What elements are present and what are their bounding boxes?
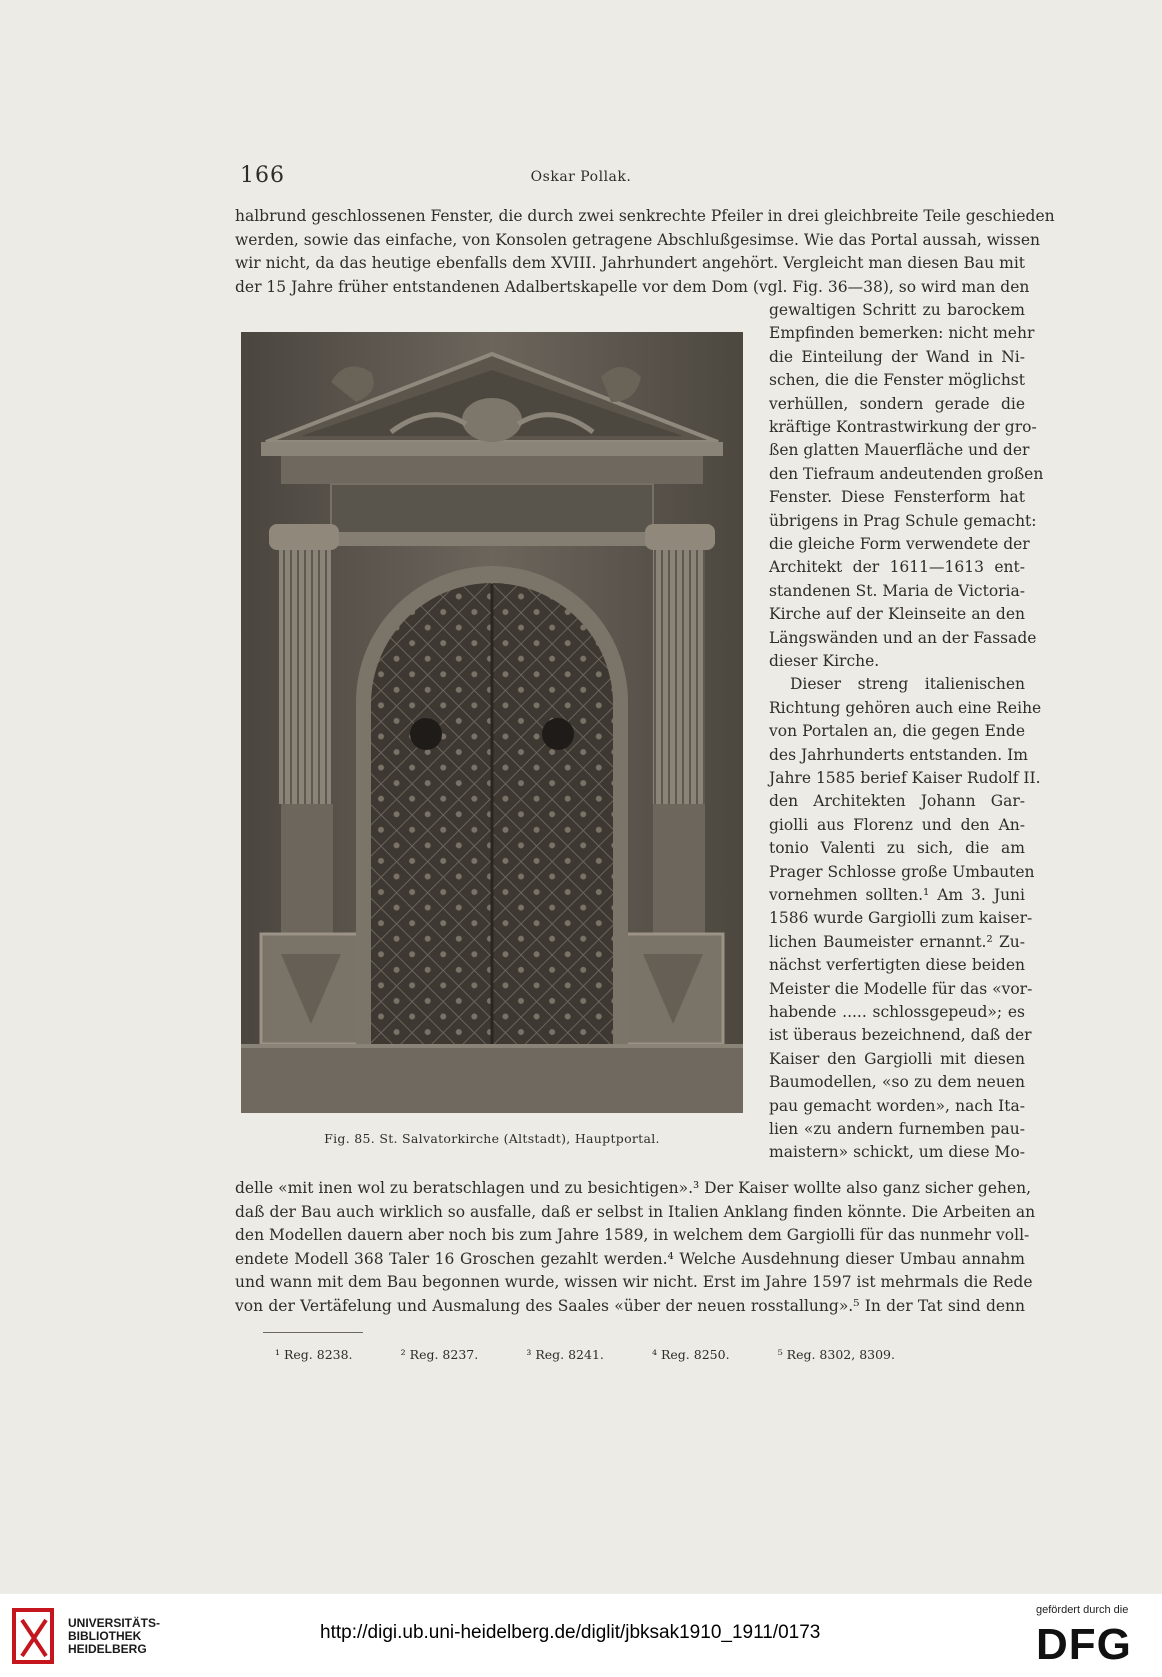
text-line: giolli aus Florenz und den An- [769, 815, 1025, 834]
text-line: daß der Bau auch wirklich so ausfalle, daß er selbst in Italien Anklang finden könnte. Die Arbeiten an [235, 1202, 1036, 1221]
figure-caption: Fig. 85. St. Salvatorkirche (Altstadt), Hauptportal. [324, 1131, 660, 1146]
text-line: Kaiser den Gargiolli mit diesen [769, 1049, 1025, 1068]
text-line: habende ..... schlossgepeud»; es [769, 1003, 1025, 1021]
text-line: vornehmen sollten.¹ Am 3. Juni [769, 886, 1025, 904]
text-line: halbrund geschlossenen Fenster, die durch zwei senkrechte Pfeiler in drei gleichbreite Teile geschieden [235, 207, 1055, 225]
footnote: ⁴ Reg. 8250. [652, 1347, 730, 1362]
text-line: Baumodellen, «so zu dem neuen [769, 1073, 1025, 1092]
text-line: von der Vertäfelung und Ausmalung des Saales «über der neuen rosstallung».⁵ In der Tat sind denn [235, 1296, 1025, 1315]
text-line: den Tiefraum andeutenden großen [769, 464, 1044, 483]
text-line: gewaltigen Schritt zu barockem [769, 301, 1025, 319]
footnote: ⁵ Reg. 8302, 8309. [777, 1347, 895, 1362]
footnote: ¹ Reg. 8238. [275, 1347, 353, 1362]
text-line: der 15 Jahre früher entstandenen Adalbertskapelle vor dem Dom (vgl. Fig. 36—38), so wird man den [235, 277, 1030, 296]
text-line: und wann mit dem Bau begonnen wurde, wissen wir nicht. Erst im Jahre 1597 ist mehrmals die Rede [235, 1273, 1033, 1291]
footnotes [275, 1347, 895, 1362]
funding-note: gefördert durch die [1036, 1604, 1129, 1616]
text-line: delle «mit inen wol zu beratschlagen und zu besichtigen».³ Der Kaiser wollte also ganz sicher gehen, [235, 1179, 1032, 1197]
text-line: nächst verfertigten diese beiden [769, 956, 1025, 975]
text-line: ist überaus bezeichnend, daß der [769, 1026, 1032, 1045]
university-library-logo-icon [12, 1606, 62, 1668]
text-line: die Einteilung der Wand in Ni- [769, 347, 1025, 366]
text-line: Empfinden bemerken: nicht mehr [769, 324, 1035, 343]
text-line: tonio Valenti zu sich, die am [769, 839, 1025, 858]
page-number: 166 [240, 163, 285, 188]
text-line: wir nicht, da das heutige ebenfalls dem XVIII. Jahrhundert angehört. Vergleicht man diesen Bau mit [235, 254, 1025, 272]
text-line: den Architekten Johann Gar- [769, 792, 1025, 811]
text-line: werden, sowie das einfache, von Konsolen getragene Abschlußgesimse. Wie das Portal aussah, wissen [235, 230, 1041, 249]
text-line: Richtung gehören auch eine Reihe [769, 698, 1042, 717]
text-line: lien «zu andern furnemben pau- [769, 1120, 1025, 1138]
library-name: UNIVERSITÄTS- BIBLIOTHEK HEIDELBERG [68, 1616, 161, 1656]
text-line: Fenster. Diese Fensterform hat [769, 488, 1025, 507]
text-line: Architekt der 1611—1613 ent- [769, 558, 1025, 577]
footnote: ³ Reg. 8241. [526, 1347, 604, 1362]
text-line: endete Modell 368 Taler 16 Groschen gezahlt werden.⁴ Welche Ausdehnung dieser Umbau annahm [235, 1249, 1025, 1268]
footnote: ² Reg. 8237. [400, 1347, 479, 1362]
text-line: Prager Schlosse große Umbauten [769, 862, 1035, 881]
text-line: die gleiche Form verwendete der [769, 535, 1030, 553]
permalink-url[interactable]: http://digi.ub.uni-heidelberg.de/diglit/jbksak1910_1911/0173 [320, 1622, 821, 1643]
text-line: Längswänden und an der Fassade [769, 628, 1037, 647]
text-line: schen, die die Fenster möglichst [769, 371, 1025, 390]
text-line: pau gemacht worden», nach Ita- [769, 1096, 1025, 1115]
footnote-rule [263, 1332, 363, 1333]
text-line: dieser Kirche. [769, 652, 880, 670]
running-head-author: Oskar Pollak. [530, 169, 632, 185]
dfg-logo: DFG [1036, 1620, 1132, 1669]
text-line: von Portalen an, die gegen Ende [769, 722, 1025, 741]
text-line: ßen glatten Mauerfläche und der [769, 441, 1030, 460]
text-line: des Jahrhunderts entstanden. Im [769, 745, 1028, 764]
text-line: Jahre 1585 berief Kaiser Rudolf II. [769, 769, 1041, 787]
text-line: übrigens in Prag Schule gemacht: [769, 511, 1037, 530]
text-line: Dieser streng italienischen [790, 675, 1025, 694]
text-line: 1586 wurde Gargiolli zum kaiser- [769, 909, 1033, 928]
text-line: den Modellen dauern aber noch bis zum Jahre 1589, in welchem dem Gargiolli für das nunmehr voll- [235, 1226, 1030, 1244]
text-line: kräftige Kontrastwirkung der gro- [769, 418, 1037, 436]
text-line: Meister die Modelle für das «vor- [769, 979, 1033, 998]
text-line: standenen St. Maria de Victoria- [769, 581, 1025, 600]
text-line: lichen Baumeister ernannt.² Zu- [769, 932, 1025, 951]
text-line: maistern» schickt, um diese Mo- [769, 1143, 1025, 1162]
text-line: Kirche auf der Kleinseite an den [769, 605, 1025, 624]
text-line: verhüllen, sondern gerade die [769, 394, 1025, 413]
portal-photograph [241, 332, 743, 1113]
